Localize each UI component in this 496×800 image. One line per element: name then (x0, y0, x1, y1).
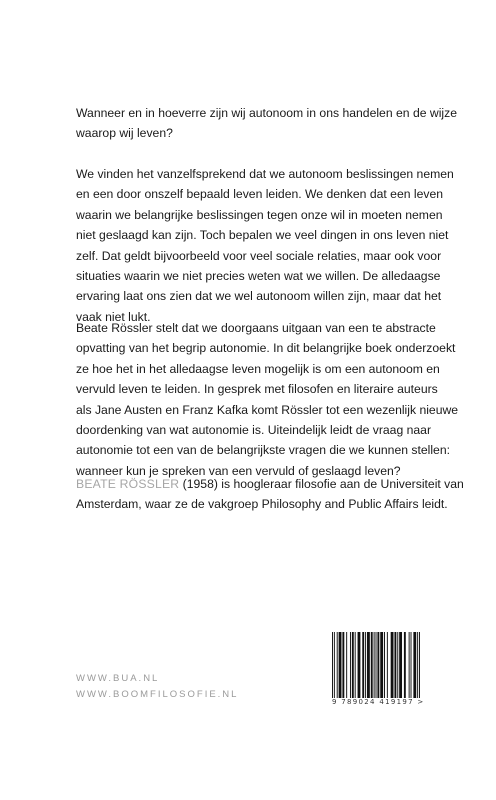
barcode-bar (374, 632, 375, 698)
barcode-bar (384, 632, 385, 698)
barcode-bar (332, 632, 333, 698)
author-bio-line: Amsterdam, waar ze de vakgroep Philosophy and Public Affairs leidt. (76, 497, 448, 512)
barcode-bar (411, 632, 412, 698)
text-line: vervuld leven te leiden. In gesprek met filosofen en literaire auteurs (76, 382, 438, 397)
barcode-bars (332, 632, 420, 698)
intro-question (76, 103, 457, 144)
barcode-bar (346, 632, 347, 698)
text-line: situaties waarin we niet precies weten wat we willen. De alledaagse (76, 269, 441, 284)
barcode-bar (413, 632, 416, 698)
text-line: doordenking van wat autonomie is. Uiteindelijk leidt de vraag naar (76, 423, 432, 438)
text-line: ze hoe het in het alledaagse leven mogelijk is om een autonoom en (76, 361, 440, 376)
barcode (332, 632, 420, 706)
isbn-number: 9 789024 419197 > (332, 698, 425, 706)
author-bio (76, 474, 464, 515)
barcode-bar (399, 632, 402, 698)
barcode-bar (350, 632, 351, 698)
text-line: waarop wij leven? (76, 126, 173, 141)
barcode-bar (367, 632, 370, 698)
author-name: BEATE RÖSSLER (76, 477, 180, 491)
barcode-bar (365, 632, 366, 698)
barcode-bar (397, 632, 398, 698)
text-line: als Jane Austen en Franz Kafka komt Rössler tot een wezenlijk nieuwe (76, 402, 459, 417)
publisher-links (76, 671, 238, 703)
barcode-bar (342, 632, 344, 698)
barcode-bar (352, 632, 354, 698)
barcode-bar (394, 632, 396, 698)
barcode-bar (362, 632, 364, 698)
text-line: waarin we belangrijke beslissingen tegen onze wil in moeten nemen (76, 207, 443, 222)
text-line: vaak niet lukt. (76, 309, 151, 324)
barcode-bar (339, 632, 342, 698)
text-line: niet geslaagd kan zijn. Toch bepalen we veel dingen in ons leven niet (76, 228, 449, 243)
text-line: We vinden het vanzelfsprekend dat we autonoom beslissingen nemen (76, 167, 454, 181)
text-line: autonomie tot een van de belangrijkste vragen die we kunnen stellen: (76, 443, 450, 458)
text-line: ervaring laat ons zien dat we wel autonoom willen zijn, maar dat het (76, 289, 442, 304)
barcode-bar (380, 632, 383, 698)
text-line: opvatting van het begrip autonomie. In dit belangrijke boek onderzoekt (76, 341, 456, 356)
barcode-bar (417, 632, 418, 698)
barcode-bar (391, 632, 394, 698)
barcode-bar (371, 632, 373, 698)
publisher-link[interactable]: WWW.BOOMFILOSOFIE.NL (76, 689, 239, 700)
text-line: en een door onszelf bepaald leven leiden. We denken dat een leven (76, 187, 444, 202)
blurb-paragraph-1 (76, 164, 454, 327)
author-bio-line (76, 474, 464, 494)
text-line: wanneer kun je spreken van een vervuld of geslaagd leven? (76, 463, 401, 478)
barcode-bar (404, 632, 406, 698)
text-line: zelf. Dat geldt bijvoorbeeld voor veel sociale relaties, maar ook voor (76, 248, 442, 263)
barcode-bar (358, 632, 361, 698)
barcode-bar (387, 632, 388, 698)
barcode-bar (409, 632, 410, 698)
text-line: Wanneer en in hoeverre zijn wij autonoom in ons handelen en de wijze (76, 106, 457, 120)
barcode-bar (334, 632, 335, 698)
barcode-bar (376, 632, 377, 698)
barcode-bar (337, 632, 338, 698)
barcode-bar (355, 632, 356, 698)
barcode-bar (377, 632, 379, 698)
text-line: Beate Rössler stelt dat we doorgaans uitgaan van een te abstracte (76, 321, 436, 335)
author-bio-text: (1958) is hoogleraar filosofie aan de Universiteit van (179, 477, 464, 491)
blurb-paragraph-2 (76, 318, 459, 481)
barcode-bar (419, 632, 420, 698)
publisher-link[interactable]: WWW.BUA.NL (76, 673, 160, 684)
